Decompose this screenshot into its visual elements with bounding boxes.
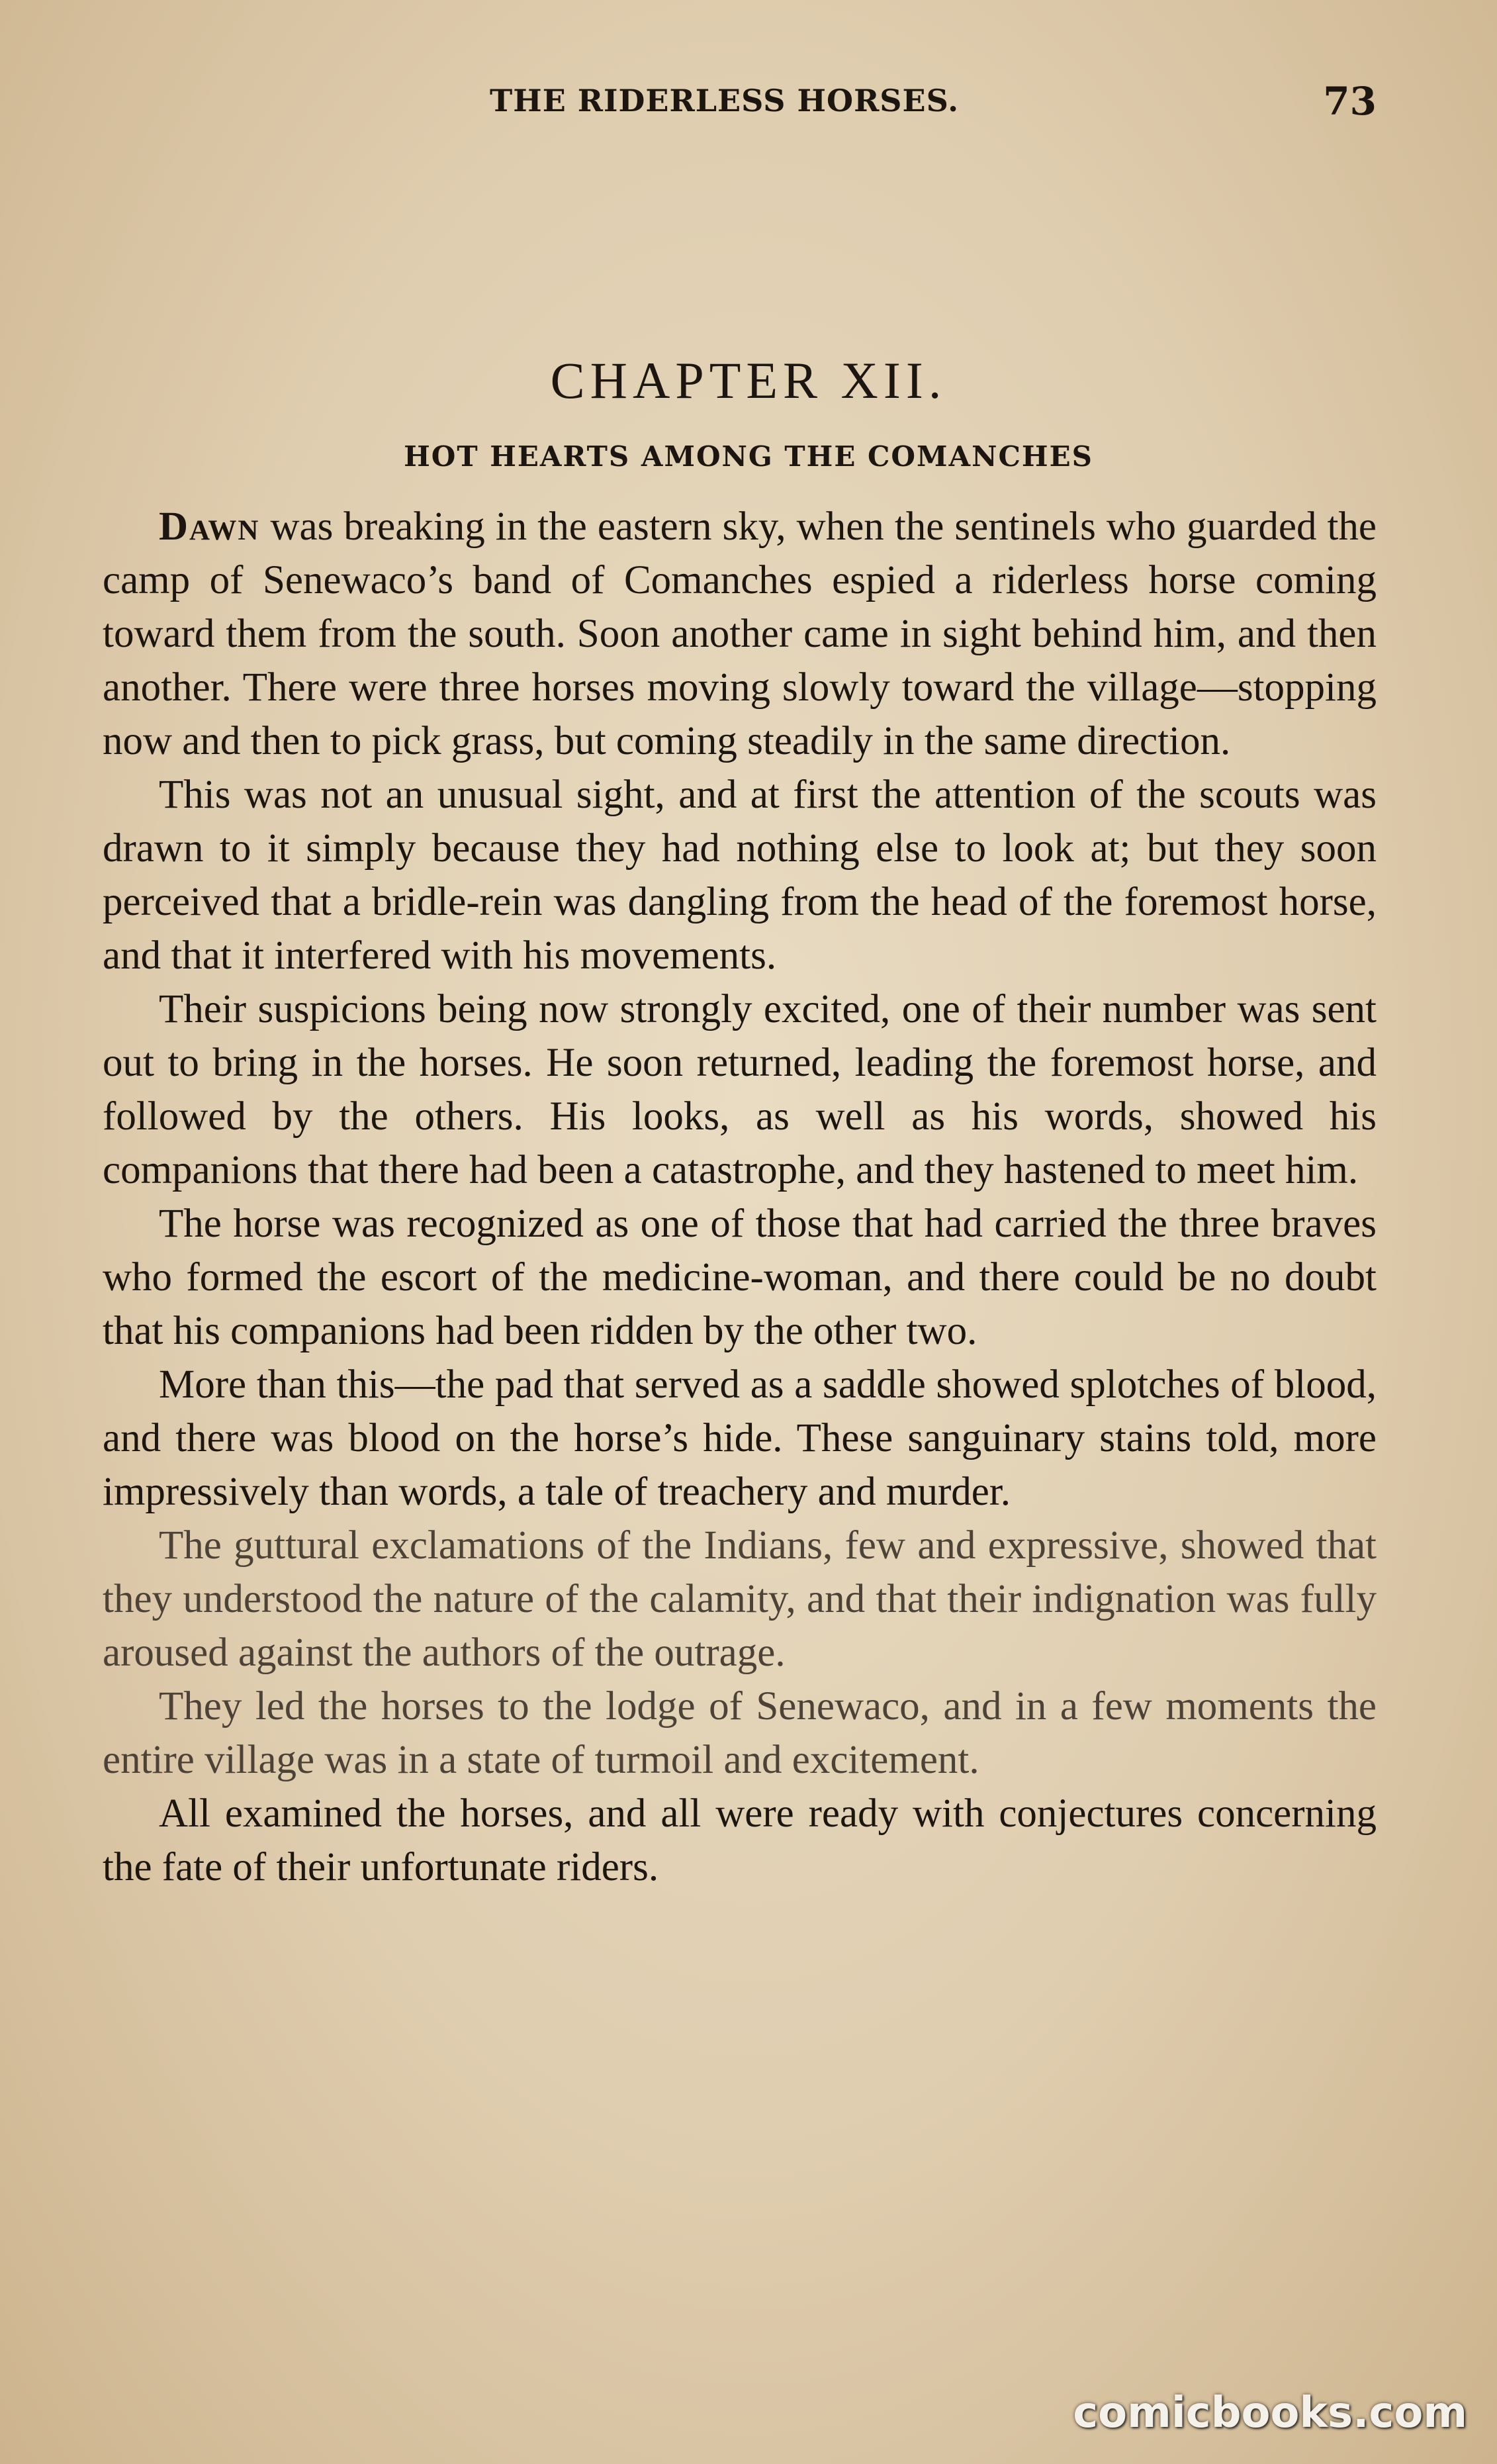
paragraph: More than this—the pad that served as a saddle showed splotches of blood, and there was blood on the horse’s hide. These sanguinary stains told, more impressively than words, a tale of treachery and murder. <box>103 1362 1377 1514</box>
page-number: 73 <box>1323 79 1377 124</box>
paragraph: The horse was recognized as one of those that had carried the three braves who formed the escort of the medicine-woman, and there could be no doubt that his companions had been ridden by the other two. <box>103 1202 1377 1353</box>
paragraph-text: was breaking in the eastern sky, when the sentinels who guarded the camp of Senewaco’s band of Comanches espied a riderless horse coming toward them from the south. Soon another came in sight behind him, and then another. There were three horses moving slowly toward the village—stopping now and then to pick grass, but coming steadily in the same direction. <box>103 504 1377 763</box>
paragraph: The guttural exclamations of the Indians, few and expressive, showed that they understood the nature of the calamity, and that their indignation was fully aroused against the authors of the outrage. <box>103 1523 1377 1675</box>
watermark: comicbooks.com <box>1073 2389 1467 2438</box>
paragraph: Their suspicions being now strongly excited, one of their number was sent out to bring in the horses. He soon returned, leading the foremost horse, and followed by the others. His looks, as well as his words, showed his companions that there had been a catastrophe, and they hastened to meet him. <box>103 987 1377 1192</box>
paragraph-lead-word: Dawn <box>159 504 260 549</box>
chapter-title: CHAPTER XII. <box>550 352 947 409</box>
paragraph: This was not an unusual sight, and at first the attention of the scouts was drawn to it simply because they had nothing else to look at; but they soon perceived that a bridle-rein was dangling from the head of the foremost horse, and that it interfered with his movements. <box>103 773 1377 978</box>
chapter-body <box>103 500 1377 1894</box>
show-through-texture <box>106 199 1363 254</box>
chapter-subtitle: HOT HEARTS AMONG THE COMANCHES <box>404 440 1093 473</box>
running-title: THE RIDERLESS HORSES. <box>490 83 960 118</box>
running-head <box>99 79 1377 124</box>
paragraph: They led the horses to the lodge of Senewaco, and in a few moments the entire village was in a state of turmoil and excitement. <box>103 1684 1377 1782</box>
paragraph: All examined the horses, and all were ready with conjectures concerning the fate of their unfortunate riders. <box>103 1791 1377 1889</box>
paragraph <box>103 500 1377 768</box>
